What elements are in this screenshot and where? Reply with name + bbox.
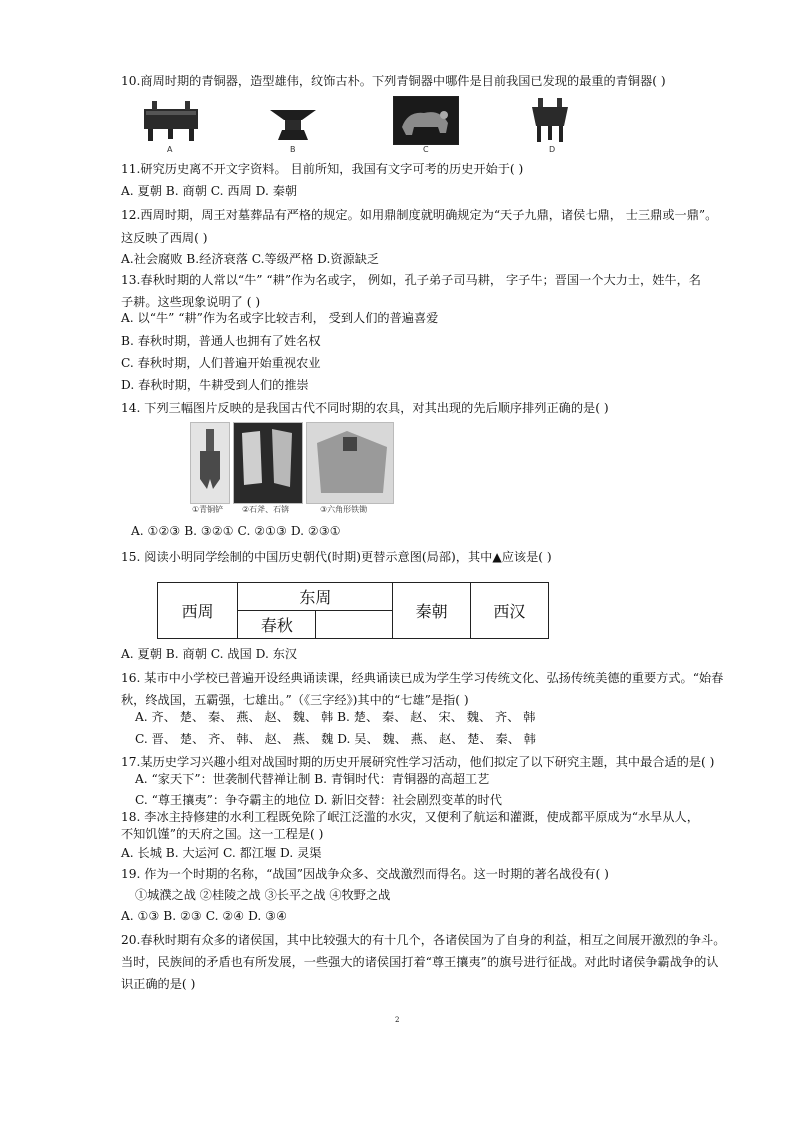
stone-axe-image (233, 422, 303, 504)
q11-options: A. 夏朝 B. 商朝 C. 西周 D. 秦朝 (121, 184, 298, 198)
q13-stem: 13.春秋时期的人常以“牛” “耕”作为名或字， 例如，孔子弟子司马耕， 字子牛；晋国一个大力士，姓牛，名 (121, 273, 701, 287)
q17-options-cd: C. “尊王攘夷”：争夺霸主的地位 D. 新旧交替：社会剧烈变革的时代 (135, 793, 502, 807)
iron-hoe-image (306, 422, 394, 504)
q20-stem-3: 识正确的是( ) (121, 977, 196, 991)
q13-stem-2: 子耕。这些现象说明了 ( ) (121, 295, 261, 309)
q19-items: ①城濮之战 ②桂陵之战 ③长平之战 ④牧野之战 (135, 888, 391, 902)
q14-options: A. ①②③ B. ③②① C. ②①③ D. ②③① (131, 524, 341, 538)
q11-stem: 11.研究历史离不开文字资料。 目前所知，我国有文字可考的历史开始于( ) (121, 162, 524, 176)
q15-options: A. 夏朝 B. 商朝 C. 战国 D. 东汉 (121, 647, 298, 661)
q13-option-b: B. 春秋时期，普通人也拥有了姓名权 (121, 334, 321, 348)
q14-caption-1: ①青铜铲 (192, 505, 224, 514)
bronze-animal-c-image (393, 96, 459, 145)
q17-stem: 17.某历史学习兴趣小组对战国时期的历史开展研究性学习活动，他们拟定了以下研究主题，其中最合适的是( ) (121, 755, 715, 769)
dynasty-cell-qin: 秦朝 (393, 583, 470, 639)
q18-options: A. 长城 B. 大运河 C. 都江堰 D. 灵渠 (121, 846, 322, 860)
q15-stem: 15. 阅读小明同学绘制的中国历史朝代(时期)更替示意图(局部)，其中▲应该是( ) (121, 550, 552, 564)
q16-stem: 16. 某市中小学校已普遍开设经典诵读课，经典诵读已成为学生学习传统文化、弘扬传统美德的重要方式。“始春 (121, 671, 724, 685)
dynasty-cell-xizhou: 西周 (158, 583, 238, 639)
page-number: 2 (395, 1016, 400, 1024)
q12-stem-2: 这反映了西周( ) (121, 231, 208, 245)
q10-stem: 10.商周时期的青铜器，造型雄伟，纹饰古朴。下列青铜器中哪件是目前我国已发现的最重的青铜器( ) (121, 74, 666, 88)
q13-option-d: D. 春秋时期，牛耕受到人们的推崇 (121, 378, 309, 392)
q12-options: A.社会腐败 B.经济衰落 C.等级严格 D.资源缺乏 (121, 252, 380, 266)
bronze-zun-b-image (268, 108, 318, 140)
q10-label-b: B (290, 145, 296, 154)
dynasty-cell-blank (316, 611, 393, 639)
q18-stem-2: 不知饥馑”的天府之国。这一工程是( ) (121, 827, 324, 841)
q19-stem: 19. 作为一个时期的名称，“战国”因战争众多、交战激烈而得名。这一时期的著名战役有( ) (121, 867, 609, 881)
q12-stem: 12.西周时期，周王对墓葬品有严格的规定。如用鼎制度就明确规定为“天子九鼎，诸侯七鼎， 士三鼎或一鼎”。 (121, 208, 718, 222)
bronze-spade-image (190, 422, 230, 504)
dynasty-cell-xihan: 西汉 (470, 583, 548, 639)
dynasty-cell-chunqiu: 春秋 (238, 611, 316, 639)
q17-options-ab: A. “家天下”：世袭制代替禅让制 B. 青铜时代：青铜器的高超工艺 (135, 772, 490, 786)
bronze-ding-d-image (528, 98, 572, 142)
q14-stem: 14. 下列三幅图片反映的是我国古代不同时期的农具，对其出现的先后顺序排列正确的是( ) (121, 401, 609, 415)
q13-option-c: C. 春秋时期，人们普遍开始重视农业 (121, 356, 321, 370)
bronze-ding-a-image (140, 101, 202, 141)
q16-options-cd: C. 晋、 楚、 齐、 韩、 赵、 燕、 魏 D. 吴、 魏、 燕、 赵、 楚、 秦、 韩 (135, 732, 536, 746)
q14-caption-3: ③六角形铁锄 (320, 505, 368, 514)
dynasty-cell-dongzhou: 东周 (238, 583, 393, 611)
q13-option-a: A. 以“牛” “耕”作为名或字比较吉利， 受到人们的普遍喜爱 (121, 311, 439, 325)
q19-options: A. ①③ B. ②③ C. ②④ D. ③④ (121, 909, 288, 923)
q10-label-d: D (549, 145, 556, 154)
q20-stem-2: 当时，民族间的矛盾也有所发展，一些强大的诸侯国打着“尊王攘夷”的旗号进行征战。对此时诸侯争霸战争的认 (121, 955, 719, 969)
q16-stem-2: 秋，终战国，五霸强，七雄出。”（《三字经》)其中的“七雄”是指( ) (121, 693, 469, 707)
dynasty-timeline-table (157, 582, 549, 639)
q18-stem: 18. 李冰主持修建的水利工程既免除了岷江泛滥的水灾，又便利了航运和灌溉，使成都平原成为“水旱从人， (121, 810, 699, 824)
q10-label-a: A (167, 145, 173, 154)
q14-caption-2: ②石斧、石锛 (242, 505, 290, 514)
q20-stem: 20.春秋时期有众多的诸侯国，其中比较强大的有十几个，各诸侯国为了自身的利益，相互之间展开激烈的争斗。 (121, 933, 726, 947)
q16-options-ab: A. 齐、 楚、 秦、 燕、 赵、 魏、 韩 B. 楚、 秦、 赵、 宋、 魏、 齐、 韩 (135, 710, 536, 724)
q10-label-c: C (423, 145, 429, 154)
